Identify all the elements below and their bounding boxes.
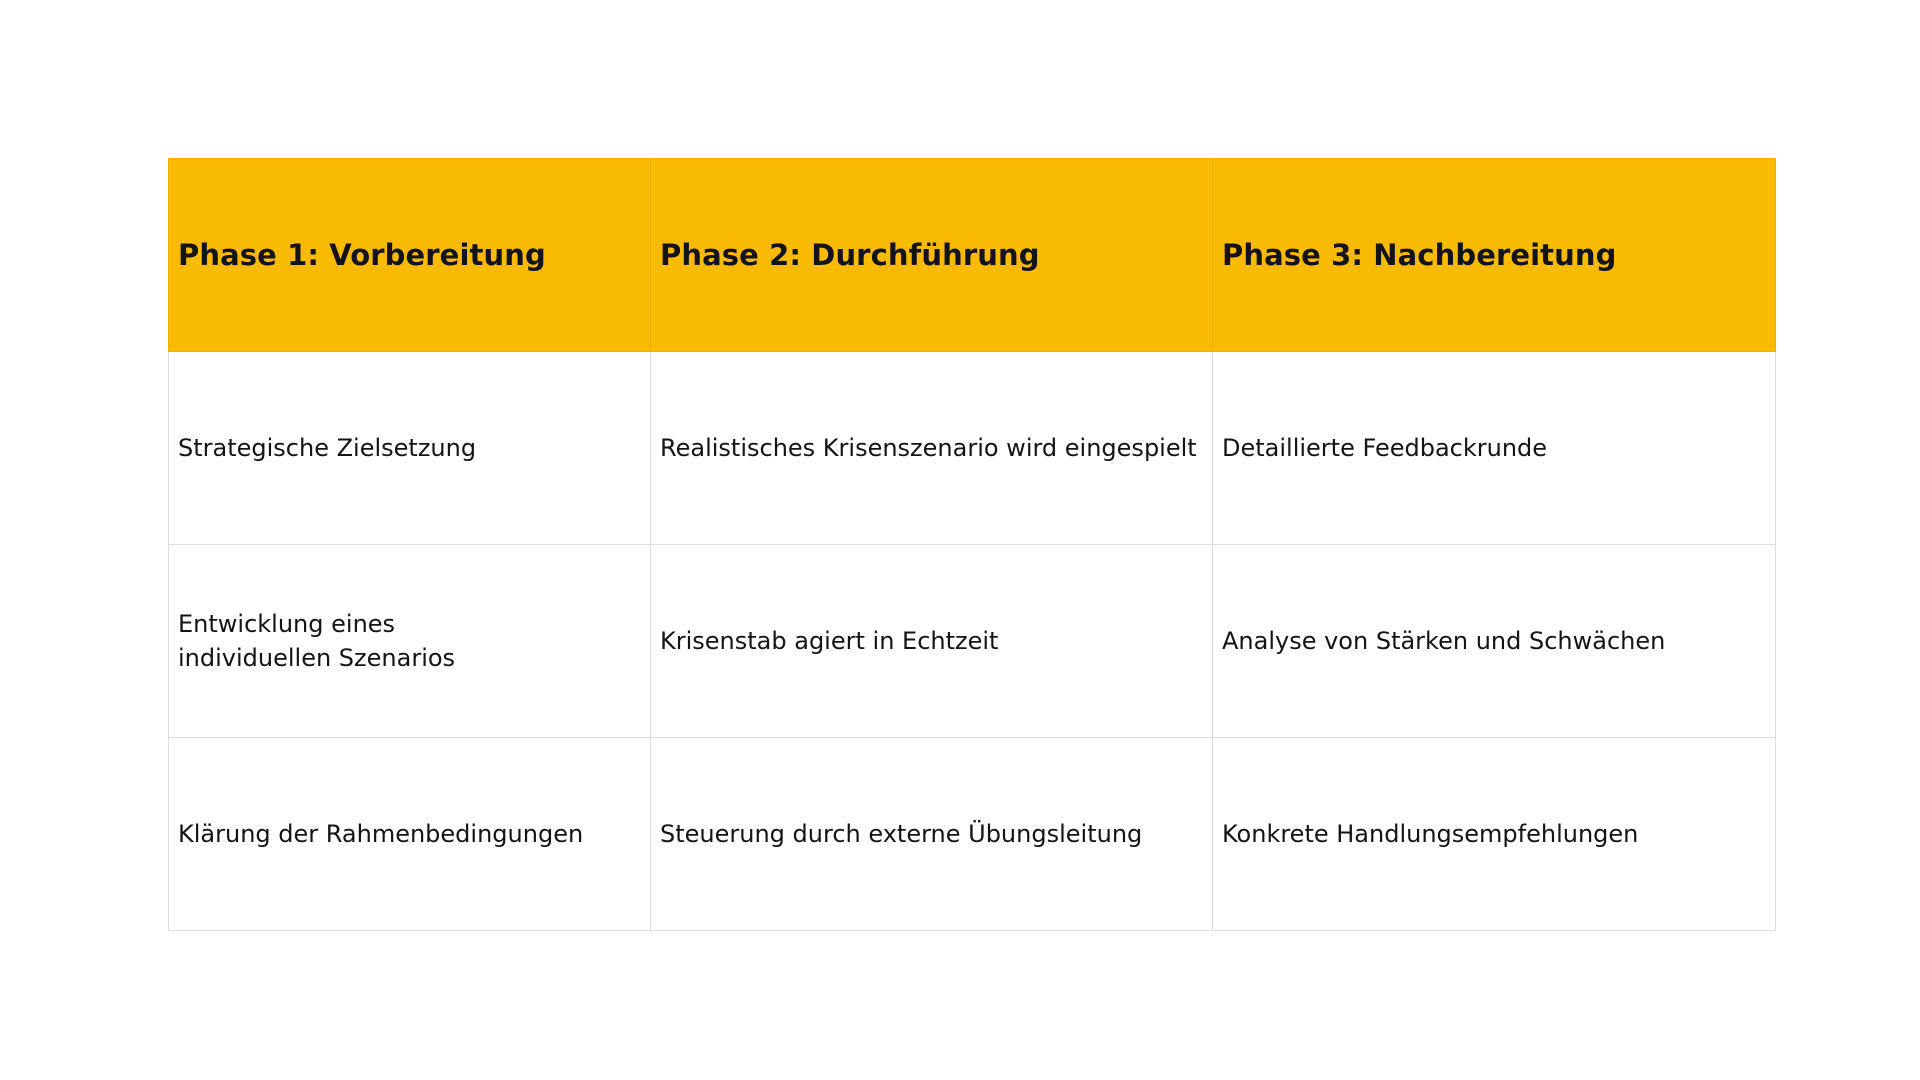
table-cell: Analyse von Stärken und Schwächen [1213, 545, 1776, 738]
phase-table [168, 158, 1776, 931]
table-cell: Realistisches Krisenszenario wird eingespielt [651, 352, 1213, 545]
header-phase-2: Phase 2: Durchführung [651, 159, 1213, 352]
table-cell: Konkrete Handlungsempfehlungen [1213, 738, 1776, 931]
header-phase-1: Phase 1: Vorbereitung [169, 159, 651, 352]
header-phase-3: Phase 3: Nachbereitung [1213, 159, 1776, 352]
table-cell: Krisenstab agiert in Echtzeit [651, 545, 1213, 738]
table-body [169, 352, 1776, 931]
table-row [169, 738, 1776, 931]
header-row [169, 159, 1776, 352]
table-row [169, 545, 1776, 738]
table-cell: Entwicklung eines individuellen Szenarios [169, 545, 651, 738]
table-cell: Klärung der Rahmenbedingungen [169, 738, 651, 931]
table-cell: Strategische Zielsetzung [169, 352, 651, 545]
table-cell: Steuerung durch externe Übungsleitung [651, 738, 1213, 931]
table-header [169, 159, 1776, 352]
table-cell: Detaillierte Feedbackrunde [1213, 352, 1776, 545]
table-row [169, 352, 1776, 545]
